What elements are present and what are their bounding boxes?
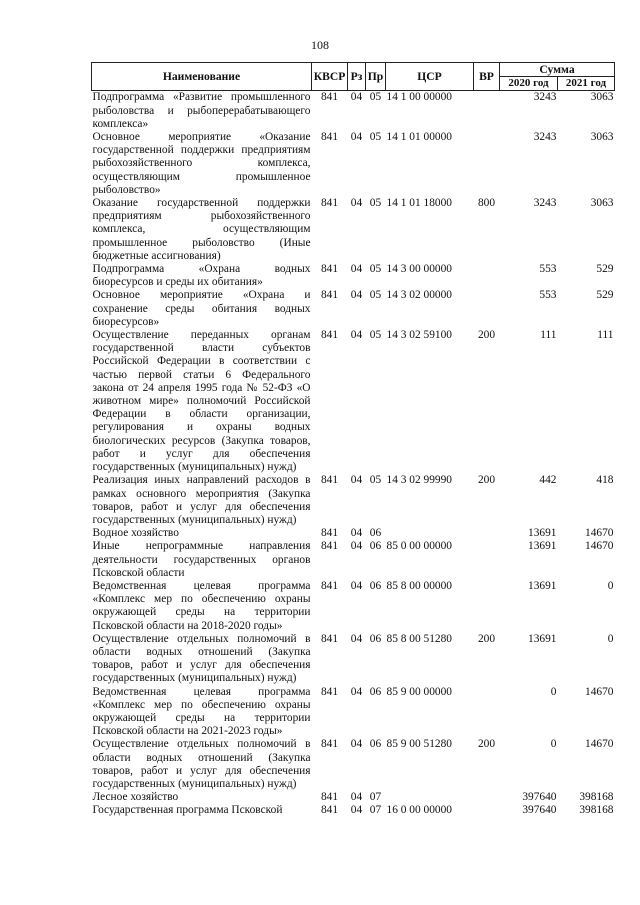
header-sum: Сумма — [500, 63, 615, 77]
row-vr: 200 — [477, 474, 496, 487]
row-sum-2020: 553 — [539, 263, 557, 276]
row-name: Лесное хозяйство — [92, 791, 179, 804]
row-pr: 05 — [369, 474, 382, 487]
row-rz: 04 — [350, 289, 363, 302]
row-sum-2020: 13691 — [528, 579, 557, 592]
row-vr — [474, 540, 500, 580]
row-csr: 85 9 00 51280 — [386, 738, 452, 751]
table-body — [92, 91, 615, 818]
row-pr: 07 — [369, 791, 382, 804]
table-row — [92, 474, 615, 527]
row-vr — [474, 686, 500, 739]
row-vr: 200 — [477, 738, 496, 751]
table-row — [92, 791, 615, 804]
row-vr — [474, 91, 500, 131]
table-row — [92, 131, 615, 197]
row-rz: 04 — [350, 91, 363, 104]
row-name: Осуществление отдельных полномочий в области водных отношений (Закупка товаров, работ и услуг для обеспечения государственных (муниципальных) нужд) — [92, 632, 311, 685]
row-csr: 14 3 02 00000 — [386, 289, 452, 302]
table-row — [92, 329, 615, 474]
row-kvsr: 841 — [320, 579, 339, 592]
row-kvsr: 841 — [320, 91, 339, 104]
row-vr — [474, 791, 500, 804]
row-sum-2020: 397640 — [522, 791, 557, 804]
row-sum-2020: 442 — [539, 474, 557, 487]
row-sum-2021: 529 — [596, 289, 614, 302]
row-csr: 85 0 00 00000 — [386, 540, 452, 553]
page-number: 108 — [311, 38, 329, 52]
row-kvsr: 841 — [320, 738, 339, 751]
row-sum-2021: 14670 — [585, 738, 614, 751]
row-kvsr: 841 — [320, 791, 339, 804]
row-csr: 14 3 02 99990 — [386, 474, 452, 487]
row-vr — [474, 580, 500, 633]
header-kvsr: КВСР — [312, 63, 348, 91]
row-rz: 04 — [350, 474, 363, 487]
header-csr: ЦСР — [386, 63, 474, 91]
row-vr — [474, 131, 500, 197]
row-vr — [474, 804, 500, 817]
header-year-2021: 2021 год — [558, 77, 615, 91]
row-pr: 05 — [369, 197, 382, 210]
row-csr: 14 1 00 00000 — [386, 91, 452, 104]
row-csr: 85 9 00 00000 — [386, 685, 452, 698]
row-name: Иные непрограммные направления деятельности государственных органов Псковской области — [92, 540, 311, 579]
row-pr: 05 — [369, 91, 382, 104]
row-name: Государственная программа Псковской — [92, 804, 283, 817]
row-pr: 06 — [369, 632, 382, 645]
row-rz: 04 — [350, 197, 363, 210]
table-row — [92, 738, 615, 791]
row-pr: 06 — [369, 540, 382, 553]
row-rz: 04 — [350, 632, 363, 645]
table-row — [92, 263, 615, 289]
row-sum-2020: 3243 — [533, 131, 557, 144]
row-pr: 06 — [369, 579, 382, 592]
row-sum-2020: 13691 — [528, 632, 557, 645]
row-kvsr: 841 — [320, 527, 339, 540]
row-pr: 06 — [369, 685, 382, 698]
row-rz: 04 — [350, 263, 363, 276]
header-name: Наименование — [92, 63, 312, 91]
row-kvsr: 841 — [320, 474, 339, 487]
row-kvsr: 841 — [320, 804, 339, 817]
row-kvsr: 841 — [320, 540, 339, 553]
row-kvsr: 841 — [320, 685, 339, 698]
table-row — [92, 540, 615, 580]
row-sum-2021: 398168 — [579, 791, 614, 804]
row-csr: 14 3 02 59100 — [386, 329, 452, 342]
row-name: Реализация иных направлений расходов в рамках основного мероприятия (Закупка товаров, работ и услуг для обеспечения государственных (муниципальных) нужд) — [92, 474, 311, 526]
row-sum-2020: 3243 — [533, 91, 557, 104]
row-rz: 04 — [350, 579, 363, 592]
budget-table — [91, 62, 615, 818]
row-csr: 14 1 01 18000 — [386, 197, 452, 210]
row-kvsr: 841 — [320, 632, 339, 645]
table-row — [92, 686, 615, 739]
row-sum-2020: 13691 — [528, 540, 557, 553]
row-sum-2021: 0 — [607, 579, 614, 592]
row-name: Подпрограмма «Охрана водных биоресурсов и среды их обитания» — [92, 263, 311, 289]
row-sum-2020: 13691 — [528, 527, 557, 540]
table-row — [92, 197, 615, 263]
row-kvsr: 841 — [320, 197, 339, 210]
row-name: Осуществление отдельных полномочий в области водных отношений (Закупка товаров, работ и услуг для обеспечения государственных (муниципальных) нужд) — [92, 738, 311, 790]
row-sum-2021: 14670 — [585, 527, 614, 540]
row-sum-2020: 111 — [540, 329, 557, 342]
row-vr — [474, 289, 500, 329]
row-name: Ведомственная целевая программа «Комплекс мер по обеспечению охраны окружающей среды на территории Псковской области на 2018-2020 годы» — [92, 579, 311, 632]
row-csr — [386, 527, 474, 540]
row-sum-2021: 418 — [596, 474, 614, 487]
row-rz: 04 — [350, 791, 363, 804]
row-name: Подпрограмма «Развитие промышленного рыболовства и рыбоперерабатывающего комплекса» — [92, 91, 311, 130]
table-row — [92, 804, 615, 817]
row-sum-2021: 3063 — [590, 131, 614, 144]
row-kvsr: 841 — [320, 263, 339, 276]
row-csr: 16 0 00 00000 — [386, 804, 452, 817]
row-sum-2021: 3063 — [590, 91, 614, 104]
row-rz: 04 — [350, 131, 363, 144]
row-sum-2021: 14670 — [585, 685, 614, 698]
row-sum-2020: 397640 — [522, 804, 557, 817]
row-csr: 85 8 00 51280 — [386, 632, 452, 645]
row-name: Основное мероприятие «Оказание государственной поддержки предприятиям рыбохозяйственного комплекса, осуществляющим промышленное рыболовство» — [92, 131, 311, 196]
row-sum-2021: 111 — [597, 329, 614, 342]
row-vr — [474, 527, 500, 540]
table-row — [92, 527, 615, 540]
row-pr: 06 — [369, 527, 382, 540]
row-sum-2021: 0 — [607, 632, 614, 645]
row-sum-2020: 0 — [550, 685, 557, 698]
row-pr: 07 — [369, 804, 382, 817]
row-vr — [474, 263, 500, 289]
row-pr: 05 — [369, 131, 382, 144]
row-rz: 04 — [350, 685, 363, 698]
row-name: Оказание государственной поддержки предприятиям рыбохозяйственного комплекса, осуществляющим промышленное рыболовство (Иные бюджетные ассигнования) — [92, 197, 311, 262]
row-kvsr: 841 — [320, 329, 339, 342]
row-rz: 04 — [350, 329, 363, 342]
row-rz: 04 — [350, 738, 363, 751]
row-pr: 05 — [369, 263, 382, 276]
row-sum-2021: 14670 — [585, 540, 614, 553]
row-name: Ведомственная целевая программа «Комплекс мер по обеспечению охраны окружающей среды на территории Псковской области на 2021-2023 годы» — [92, 685, 311, 738]
row-name: Осуществление переданных органам государственной власти субъектов Российской Федерации в соответствии с частью первой статьи 6 Федерального закона от 24 апреля 1995 года № 52-ФЗ «О животном мире» полномочий Российской Федерации в области организации, регулирования и охраны водных биологических ресурсов (Закупка товаров, работ и услуг для обеспечения государственных (муниципальных) нужд) — [92, 329, 311, 474]
header-year-2020: 2020 год — [500, 77, 558, 91]
row-name: Основное мероприятие «Охрана и сохранение среды обитания водных биоресурсов» — [92, 289, 311, 328]
row-sum-2021: 529 — [596, 263, 614, 276]
row-csr — [386, 791, 474, 804]
row-kvsr: 841 — [320, 131, 339, 144]
table-row — [92, 91, 615, 131]
header-rz: Рз — [348, 63, 366, 91]
row-sum-2021: 3063 — [590, 197, 614, 210]
table-row — [92, 289, 615, 329]
row-pr: 06 — [369, 738, 382, 751]
table-row — [92, 580, 615, 633]
row-csr: 14 1 01 00000 — [386, 131, 452, 144]
row-sum-2021: 398168 — [579, 804, 614, 817]
row-vr: 800 — [477, 197, 496, 210]
header-pr: Пр — [366, 63, 386, 91]
row-csr: 14 3 00 00000 — [386, 263, 452, 276]
row-kvsr: 841 — [320, 289, 339, 302]
header-vr: ВР — [474, 63, 500, 91]
row-vr: 200 — [477, 329, 496, 342]
row-vr: 200 — [477, 632, 496, 645]
table-row — [92, 633, 615, 686]
row-rz: 04 — [350, 804, 363, 817]
row-sum-2020: 553 — [539, 289, 557, 302]
row-sum-2020: 3243 — [533, 197, 557, 210]
table-header — [92, 63, 615, 91]
row-csr: 85 8 00 00000 — [386, 579, 452, 592]
row-rz: 04 — [350, 527, 363, 540]
row-pr: 05 — [369, 289, 382, 302]
row-rz: 04 — [350, 540, 363, 553]
row-sum-2020: 0 — [550, 738, 557, 751]
row-pr: 05 — [369, 329, 382, 342]
row-name: Водное хозяйство — [92, 527, 179, 540]
